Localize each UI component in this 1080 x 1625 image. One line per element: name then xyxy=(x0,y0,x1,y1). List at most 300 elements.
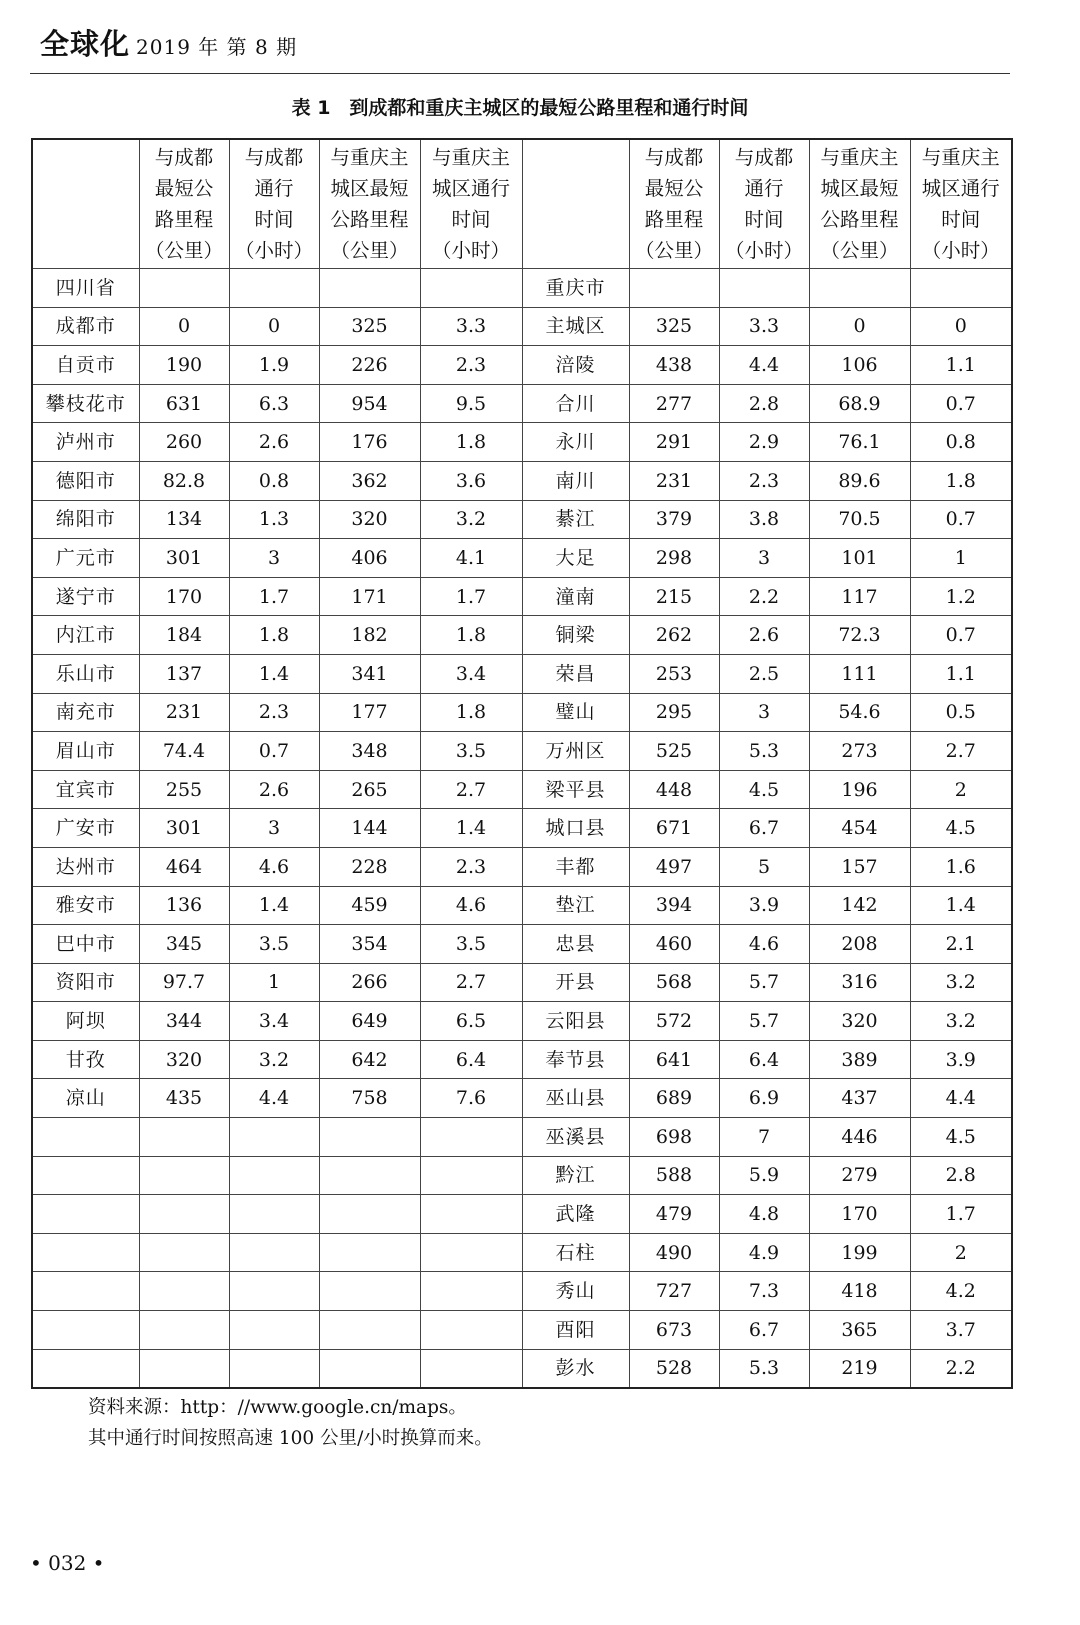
region-name: 奉节县 xyxy=(522,1040,629,1079)
column-header-line: （公里） xyxy=(144,239,223,262)
value-cell: 2.5 xyxy=(719,654,809,693)
region-name: 宜宾市 xyxy=(32,770,139,809)
header-region-cell xyxy=(32,139,139,269)
value-cell: 68.9 xyxy=(809,384,910,423)
table-row xyxy=(32,847,1012,886)
value-cell: 97.7 xyxy=(139,963,229,1002)
region-name: 成都市 xyxy=(32,307,139,346)
empty-cell xyxy=(420,1311,522,1350)
value-cell: 182 xyxy=(319,616,420,655)
value-cell: 2.1 xyxy=(910,925,1012,964)
empty-cell xyxy=(420,1118,522,1157)
value-cell: 6.9 xyxy=(719,1079,809,1118)
region-name: 荣昌 xyxy=(522,654,629,693)
table-row xyxy=(32,539,1012,578)
value-cell: 1.2 xyxy=(910,577,1012,616)
table-row xyxy=(32,1272,1012,1311)
column-header-line: （小时） xyxy=(724,239,803,262)
value-cell: 1.7 xyxy=(420,577,522,616)
distance-table xyxy=(31,138,1013,1389)
column-header-col3 xyxy=(809,139,910,269)
value-cell: 0 xyxy=(229,307,319,346)
value-cell: 6.5 xyxy=(420,1002,522,1041)
region-name: 凉山 xyxy=(32,1079,139,1118)
value-cell: 3 xyxy=(229,539,319,578)
value-cell: 631 xyxy=(139,384,229,423)
value-cell: 1.8 xyxy=(910,461,1012,500)
column-header-line: 最短公 xyxy=(644,177,704,200)
value-cell: 298 xyxy=(629,539,719,578)
value-cell: 454 xyxy=(809,809,910,848)
column-header-col1 xyxy=(629,139,719,269)
value-cell: 0.7 xyxy=(910,500,1012,539)
column-header-line: 最短公 xyxy=(154,177,214,200)
value-cell: 4.6 xyxy=(420,886,522,925)
header-rule xyxy=(30,73,1010,74)
value-cell: 89.6 xyxy=(809,461,910,500)
value-cell: 101 xyxy=(809,539,910,578)
region-name: 乐山市 xyxy=(32,654,139,693)
table-row xyxy=(32,809,1012,848)
value-cell: 4.2 xyxy=(910,1272,1012,1311)
value-cell: 1.1 xyxy=(910,346,1012,385)
value-cell: 1.8 xyxy=(420,616,522,655)
value-cell: 262 xyxy=(629,616,719,655)
column-header-line: 公路里程 xyxy=(330,208,409,231)
value-cell: 3.2 xyxy=(910,963,1012,1002)
value-cell: 1.4 xyxy=(229,654,319,693)
value-cell: 9.5 xyxy=(420,384,522,423)
value-cell: 2.7 xyxy=(420,963,522,1002)
group-label: 重庆市 xyxy=(522,269,629,308)
value-cell: 231 xyxy=(139,693,229,732)
column-header-line: 城区通行 xyxy=(431,177,510,200)
value-cell: 4.4 xyxy=(229,1079,319,1118)
empty-cell xyxy=(420,1349,522,1388)
value-cell: 74.4 xyxy=(139,732,229,771)
region-name: 酉阳 xyxy=(522,1311,629,1350)
empty-cell xyxy=(319,269,420,308)
region-name: 城口县 xyxy=(522,809,629,848)
value-cell: 1.4 xyxy=(910,886,1012,925)
empty-cell xyxy=(229,1195,319,1234)
value-cell: 568 xyxy=(629,963,719,1002)
value-cell: 3.6 xyxy=(420,461,522,500)
table-row xyxy=(32,616,1012,655)
table-row xyxy=(32,346,1012,385)
region-name: 泸州市 xyxy=(32,423,139,462)
region-name: 绵阳市 xyxy=(32,500,139,539)
region-name: 内江市 xyxy=(32,616,139,655)
value-cell: 199 xyxy=(809,1233,910,1272)
value-cell: 5.3 xyxy=(719,1349,809,1388)
region-name: 甘孜 xyxy=(32,1040,139,1079)
column-header-line: （公里） xyxy=(634,239,713,262)
table-row xyxy=(32,1233,1012,1272)
value-cell: 2.6 xyxy=(229,770,319,809)
value-cell: 446 xyxy=(809,1118,910,1157)
value-cell: 389 xyxy=(809,1040,910,1079)
region-name: 合川 xyxy=(522,384,629,423)
value-cell: 3.8 xyxy=(719,500,809,539)
value-cell: 320 xyxy=(809,1002,910,1041)
region-name: 璧山 xyxy=(522,693,629,732)
value-cell: 3 xyxy=(229,809,319,848)
table-row xyxy=(32,577,1012,616)
region-name: 武隆 xyxy=(522,1195,629,1234)
column-header-line: 通行 xyxy=(744,177,784,200)
table-row xyxy=(32,886,1012,925)
value-cell: 196 xyxy=(809,770,910,809)
value-cell: 479 xyxy=(629,1195,719,1234)
value-cell: 758 xyxy=(319,1079,420,1118)
value-cell: 3.2 xyxy=(420,500,522,539)
region-name: 石柱 xyxy=(522,1233,629,1272)
value-cell: 1 xyxy=(910,539,1012,578)
region-name: 达州市 xyxy=(32,847,139,886)
issue-label: 2019 年 第 8 期 xyxy=(136,35,298,59)
empty-cell xyxy=(32,1233,139,1272)
value-cell: 345 xyxy=(139,925,229,964)
empty-cell xyxy=(420,1233,522,1272)
value-cell: 0 xyxy=(139,307,229,346)
table-row xyxy=(32,461,1012,500)
table-row xyxy=(32,1195,1012,1234)
column-header-col2 xyxy=(229,139,319,269)
empty-cell xyxy=(319,1272,420,1311)
value-cell: 4.1 xyxy=(420,539,522,578)
value-cell: 437 xyxy=(809,1079,910,1118)
value-cell: 490 xyxy=(629,1233,719,1272)
value-cell: 1.7 xyxy=(229,577,319,616)
value-cell: 464 xyxy=(139,847,229,886)
value-cell: 365 xyxy=(809,1311,910,1350)
empty-cell xyxy=(229,1311,319,1350)
column-header-col3 xyxy=(319,139,420,269)
page-number: • 032 • xyxy=(30,1551,105,1575)
value-cell: 2.2 xyxy=(910,1349,1012,1388)
value-cell: 4.4 xyxy=(910,1079,1012,1118)
value-cell: 3 xyxy=(719,539,809,578)
value-cell: 4.8 xyxy=(719,1195,809,1234)
empty-cell xyxy=(319,1195,420,1234)
value-cell: 954 xyxy=(319,384,420,423)
region-name: 巴中市 xyxy=(32,925,139,964)
region-name: 巫溪县 xyxy=(522,1118,629,1157)
empty-cell xyxy=(319,1233,420,1272)
value-cell: 2.8 xyxy=(719,384,809,423)
value-cell: 3.7 xyxy=(910,1311,1012,1350)
value-cell: 2 xyxy=(910,1233,1012,1272)
region-name: 垫江 xyxy=(522,886,629,925)
column-header-line: 时间 xyxy=(744,208,784,231)
empty-cell xyxy=(229,1118,319,1157)
value-cell: 3 xyxy=(719,693,809,732)
region-name: 万州区 xyxy=(522,732,629,771)
value-cell: 226 xyxy=(319,346,420,385)
value-cell: 3.4 xyxy=(229,1002,319,1041)
column-header-line: 公路里程 xyxy=(820,208,899,231)
region-name: 潼南 xyxy=(522,577,629,616)
value-cell: 134 xyxy=(139,500,229,539)
column-header-col4 xyxy=(910,139,1012,269)
region-name: 遂宁市 xyxy=(32,577,139,616)
value-cell: 231 xyxy=(629,461,719,500)
value-cell: 1.4 xyxy=(229,886,319,925)
empty-cell xyxy=(229,1272,319,1311)
journal-name: 全球化 xyxy=(40,27,131,61)
region-name: 资阳市 xyxy=(32,963,139,1002)
value-cell: 54.6 xyxy=(809,693,910,732)
value-cell: 2 xyxy=(910,770,1012,809)
region-name: 雅安市 xyxy=(32,886,139,925)
value-cell: 295 xyxy=(629,693,719,732)
value-cell: 3.2 xyxy=(229,1040,319,1079)
value-cell: 5 xyxy=(719,847,809,886)
table-row xyxy=(32,1349,1012,1388)
empty-cell xyxy=(319,1156,420,1195)
value-cell: 208 xyxy=(809,925,910,964)
value-cell: 2.9 xyxy=(719,423,809,462)
table-row xyxy=(32,1118,1012,1157)
column-header-col2 xyxy=(719,139,809,269)
region-name: 巫山县 xyxy=(522,1079,629,1118)
value-cell: 2.7 xyxy=(910,732,1012,771)
value-cell: 525 xyxy=(629,732,719,771)
value-cell: 320 xyxy=(319,500,420,539)
region-name: 大足 xyxy=(522,539,629,578)
empty-cell xyxy=(809,269,910,308)
value-cell: 301 xyxy=(139,809,229,848)
value-cell: 3.5 xyxy=(420,732,522,771)
value-cell: 6.4 xyxy=(719,1040,809,1079)
value-cell: 4.6 xyxy=(229,847,319,886)
value-cell: 117 xyxy=(809,577,910,616)
value-cell: 3.3 xyxy=(420,307,522,346)
empty-cell xyxy=(319,1118,420,1157)
column-header-line: （公里） xyxy=(330,239,409,262)
value-cell: 649 xyxy=(319,1002,420,1041)
value-cell: 111 xyxy=(809,654,910,693)
value-cell: 497 xyxy=(629,847,719,886)
value-cell: 1.6 xyxy=(910,847,1012,886)
empty-cell xyxy=(420,1156,522,1195)
value-cell: 253 xyxy=(629,654,719,693)
value-cell: 448 xyxy=(629,770,719,809)
value-cell: 354 xyxy=(319,925,420,964)
value-cell: 219 xyxy=(809,1349,910,1388)
value-cell: 273 xyxy=(809,732,910,771)
column-header-line: （小时） xyxy=(234,239,313,262)
value-cell: 171 xyxy=(319,577,420,616)
table-row xyxy=(32,1311,1012,1350)
empty-cell xyxy=(910,269,1012,308)
value-cell: 642 xyxy=(319,1040,420,1079)
conversion-note: 其中通行时间按照高速 100 公里/小时换算而来。 xyxy=(88,1428,493,1449)
empty-cell xyxy=(32,1118,139,1157)
value-cell: 4.4 xyxy=(719,346,809,385)
value-cell: 1 xyxy=(229,963,319,1002)
region-name: 开县 xyxy=(522,963,629,1002)
value-cell: 320 xyxy=(139,1040,229,1079)
region-name: 南川 xyxy=(522,461,629,500)
value-cell: 3.5 xyxy=(229,925,319,964)
region-name: 云阳县 xyxy=(522,1002,629,1041)
value-cell: 2.6 xyxy=(719,616,809,655)
value-cell: 394 xyxy=(629,886,719,925)
column-header-col1 xyxy=(139,139,229,269)
source-note: 资料来源：http：//www.google.cn/maps。 xyxy=(88,1397,467,1418)
empty-cell xyxy=(229,1233,319,1272)
value-cell: 190 xyxy=(139,346,229,385)
value-cell: 6.7 xyxy=(719,1311,809,1350)
region-name: 南充市 xyxy=(32,693,139,732)
value-cell: 0.7 xyxy=(910,616,1012,655)
value-cell: 0.8 xyxy=(910,423,1012,462)
empty-cell xyxy=(139,1311,229,1350)
value-cell: 4.9 xyxy=(719,1233,809,1272)
table-row xyxy=(32,269,1012,308)
table-row xyxy=(32,925,1012,964)
value-cell: 70.5 xyxy=(809,500,910,539)
region-name: 梁平县 xyxy=(522,770,629,809)
empty-cell xyxy=(229,269,319,308)
table-row xyxy=(32,1040,1012,1079)
value-cell: 5.7 xyxy=(719,1002,809,1041)
table-row xyxy=(32,423,1012,462)
value-cell: 0.8 xyxy=(229,461,319,500)
empty-cell xyxy=(319,1311,420,1350)
empty-cell xyxy=(32,1349,139,1388)
empty-cell xyxy=(229,1156,319,1195)
table-row xyxy=(32,1002,1012,1041)
value-cell: 348 xyxy=(319,732,420,771)
value-cell: 301 xyxy=(139,539,229,578)
table-row xyxy=(32,732,1012,771)
value-cell: 325 xyxy=(629,307,719,346)
region-name: 涪陵 xyxy=(522,346,629,385)
value-cell: 7.3 xyxy=(719,1272,809,1311)
empty-cell xyxy=(139,1118,229,1157)
value-cell: 5.7 xyxy=(719,963,809,1002)
table-row xyxy=(32,500,1012,539)
value-cell: 3.2 xyxy=(910,1002,1012,1041)
empty-cell xyxy=(139,1156,229,1195)
region-name: 丰都 xyxy=(522,847,629,886)
value-cell: 215 xyxy=(629,577,719,616)
value-cell: 2.2 xyxy=(719,577,809,616)
group-label: 四川省 xyxy=(32,269,139,308)
value-cell: 136 xyxy=(139,886,229,925)
empty-cell xyxy=(629,269,719,308)
value-cell: 4.5 xyxy=(910,1118,1012,1157)
value-cell: 1.8 xyxy=(420,423,522,462)
value-cell: 255 xyxy=(139,770,229,809)
value-cell: 379 xyxy=(629,500,719,539)
value-cell: 1.1 xyxy=(910,654,1012,693)
value-cell: 76.1 xyxy=(809,423,910,462)
value-cell: 588 xyxy=(629,1156,719,1195)
value-cell: 176 xyxy=(319,423,420,462)
value-cell: 265 xyxy=(319,770,420,809)
column-header-line: 时间 xyxy=(941,208,981,231)
column-header-line: 城区最短 xyxy=(820,177,899,200)
table-row xyxy=(32,654,1012,693)
value-cell: 5.9 xyxy=(719,1156,809,1195)
empty-cell xyxy=(32,1311,139,1350)
empty-cell xyxy=(32,1272,139,1311)
value-cell: 3.9 xyxy=(719,886,809,925)
table-header-row xyxy=(32,139,1012,269)
value-cell: 6.7 xyxy=(719,809,809,848)
table-notes xyxy=(88,1392,493,1454)
value-cell: 1.4 xyxy=(420,809,522,848)
value-cell: 2.3 xyxy=(420,847,522,886)
value-cell: 1.8 xyxy=(229,616,319,655)
value-cell: 689 xyxy=(629,1079,719,1118)
empty-cell xyxy=(319,1349,420,1388)
region-name: 黔江 xyxy=(522,1156,629,1195)
empty-cell xyxy=(139,269,229,308)
value-cell: 277 xyxy=(629,384,719,423)
column-header-line: 城区最短 xyxy=(330,177,409,200)
region-name: 眉山市 xyxy=(32,732,139,771)
value-cell: 4.6 xyxy=(719,925,809,964)
table-row xyxy=(32,963,1012,1002)
value-cell: 3.5 xyxy=(420,925,522,964)
region-name: 广元市 xyxy=(32,539,139,578)
table-title: 表 1 到成都和重庆主城区的最短公路里程和通行时间 xyxy=(291,97,749,119)
value-cell: 6.4 xyxy=(420,1040,522,1079)
empty-cell xyxy=(420,269,522,308)
header-region-cell xyxy=(522,139,629,269)
value-cell: 106 xyxy=(809,346,910,385)
column-header-line: （公里） xyxy=(820,239,899,262)
value-cell: 137 xyxy=(139,654,229,693)
value-cell: 0.5 xyxy=(910,693,1012,732)
column-header-line: 与重庆主 xyxy=(820,146,899,169)
value-cell: 7.6 xyxy=(420,1079,522,1118)
empty-cell xyxy=(139,1272,229,1311)
column-header-line: 通行 xyxy=(254,177,294,200)
table-row xyxy=(32,693,1012,732)
column-header-line: 路里程 xyxy=(154,208,214,231)
value-cell: 228 xyxy=(319,847,420,886)
region-name: 彭水 xyxy=(522,1349,629,1388)
empty-cell xyxy=(139,1233,229,1272)
value-cell: 1.8 xyxy=(420,693,522,732)
value-cell: 341 xyxy=(319,654,420,693)
value-cell: 459 xyxy=(319,886,420,925)
value-cell: 2.3 xyxy=(420,346,522,385)
empty-cell xyxy=(719,269,809,308)
empty-cell xyxy=(32,1156,139,1195)
value-cell: 0 xyxy=(910,307,1012,346)
value-cell: 157 xyxy=(809,847,910,886)
value-cell: 170 xyxy=(139,577,229,616)
value-cell: 3.9 xyxy=(910,1040,1012,1079)
column-header-line: 与成都 xyxy=(154,146,214,169)
value-cell: 2.3 xyxy=(229,693,319,732)
value-cell: 184 xyxy=(139,616,229,655)
value-cell: 673 xyxy=(629,1311,719,1350)
value-cell: 406 xyxy=(319,539,420,578)
value-cell: 144 xyxy=(319,809,420,848)
value-cell: 7 xyxy=(719,1118,809,1157)
column-header-col4 xyxy=(420,139,522,269)
value-cell: 344 xyxy=(139,1002,229,1041)
value-cell: 279 xyxy=(809,1156,910,1195)
